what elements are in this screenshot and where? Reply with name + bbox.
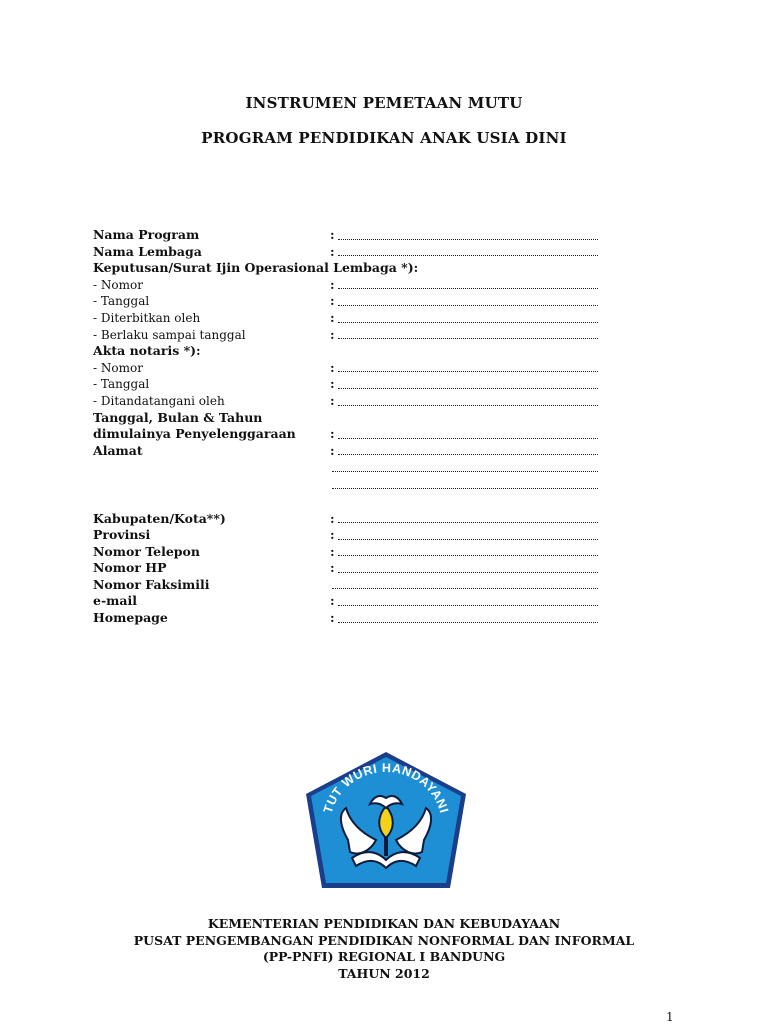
field-colon: :: [330, 243, 335, 259]
dotted-line: [338, 605, 598, 606]
dotted-line: [332, 488, 598, 489]
form-row: [93, 577, 613, 594]
form-blank-field[interactable]: [330, 560, 598, 577]
field-colon: :: [330, 293, 335, 309]
form-row: [93, 544, 613, 561]
form-label: Homepage: [93, 610, 168, 626]
tut-wuri-handayani-logo: [300, 748, 472, 896]
form-row: [93, 610, 613, 627]
form-blank-field[interactable]: [330, 393, 598, 410]
field-colon: :: [330, 610, 335, 626]
dotted-line: [332, 588, 598, 589]
form-label: Provinsi: [93, 527, 151, 543]
form-blank-field[interactable]: [330, 610, 598, 627]
dotted-line: [338, 438, 598, 439]
form-label: Nomor Telepon: [93, 543, 200, 559]
form-label: Alamat: [93, 442, 143, 458]
document-subtitle: PROGRAM PENDIDIKAN ANAK USIA DINI: [201, 129, 567, 147]
form-blank-field[interactable]: [330, 593, 598, 610]
form-label: Tanggal, Bulan & Tahun: [93, 409, 263, 425]
form-label: e-mail: [93, 593, 137, 609]
form-label: - Ditandatangani oleh: [93, 393, 225, 408]
form-row: [93, 593, 613, 610]
dotted-line: [338, 255, 598, 256]
form-row: [93, 426, 613, 443]
form-spacer: [93, 493, 613, 511]
dotted-line: [338, 305, 598, 306]
form-row: [93, 476, 613, 493]
form-blank-field[interactable]: [330, 310, 598, 327]
field-colon: :: [330, 376, 335, 392]
form-row: [93, 327, 613, 344]
footer-region: (PP-PNFI) REGIONAL I BANDUNG: [262, 949, 506, 964]
form-row: [93, 393, 613, 410]
form-row: [93, 360, 613, 377]
form-row: [93, 260, 613, 277]
field-colon: :: [330, 527, 335, 543]
dotted-line: [338, 522, 598, 523]
dotted-line: [338, 539, 598, 540]
form-blank-field[interactable]: [330, 360, 598, 377]
logo-motto: TUT WURI HANDAYANI: [320, 760, 452, 815]
field-colon: :: [330, 227, 335, 242]
footer-year: TAHUN 2012: [338, 965, 430, 981]
form-blank-field[interactable]: [330, 544, 598, 561]
form-blank-field[interactable]: [330, 511, 598, 528]
form-row: [93, 410, 613, 427]
form-row: [93, 277, 613, 294]
field-colon: :: [330, 392, 335, 408]
form-label: - Tanggal: [93, 377, 150, 392]
form-blank-field[interactable]: [330, 277, 598, 294]
form-blank-field[interactable]: [330, 293, 598, 310]
form-label: dimulainya Penyelenggaraan: [93, 426, 296, 442]
identity-form: [93, 227, 613, 627]
form-label: Akta notaris *):: [93, 343, 201, 359]
form-blank-field[interactable]: [330, 577, 598, 594]
field-colon: :: [330, 543, 335, 559]
document-footer: [0, 916, 768, 982]
form-row: [93, 459, 613, 476]
form-label: Nomor HP: [93, 560, 167, 576]
footer-center: PUSAT PENGEMBANGAN PENDIDIKAN NONFORMAL DAN INFORMAL: [133, 932, 635, 948]
form-label: Nomor Faksimili: [93, 576, 210, 592]
dotted-line: [338, 371, 598, 372]
form-row: [93, 376, 613, 393]
field-colon: :: [330, 359, 335, 375]
form-row: [93, 443, 613, 460]
form-row: [93, 244, 613, 261]
form-label: - Diterbitkan oleh: [93, 310, 201, 325]
dotted-line: [338, 338, 598, 339]
dotted-line: [338, 622, 598, 623]
field-colon: :: [330, 560, 335, 576]
form-blank-field[interactable]: [330, 527, 598, 544]
dotted-line: [338, 572, 598, 573]
dotted-line: [332, 471, 598, 472]
page-number: 1: [666, 1010, 674, 1024]
dotted-line: [338, 555, 598, 556]
footer-ministry: KEMENTERIAN PENDIDIKAN DAN KEBUDAYAAN: [207, 916, 561, 931]
dotted-line: [338, 405, 598, 406]
field-colon: :: [330, 510, 335, 526]
dotted-line: [338, 454, 598, 455]
form-label: Keputusan/Surat Ijin Operasional Lembaga *):: [93, 260, 419, 276]
form-row: [93, 310, 613, 327]
dotted-line: [338, 288, 598, 289]
form-row: [93, 511, 613, 528]
form-label: Nama Lembaga: [93, 243, 202, 259]
form-blank-field[interactable]: [330, 426, 598, 443]
form-blank-field[interactable]: [330, 476, 598, 493]
field-colon: :: [330, 276, 335, 292]
field-colon: :: [330, 326, 335, 342]
form-blank-field[interactable]: [330, 327, 598, 344]
form-row: [93, 227, 613, 244]
dotted-line: [338, 388, 598, 389]
form-label: - Berlaku sampai tanggal: [93, 327, 246, 342]
form-blank-field[interactable]: [330, 227, 598, 244]
form-blank-field[interactable]: [330, 443, 598, 460]
form-label: - Tanggal: [93, 294, 150, 309]
form-row: [93, 293, 613, 310]
form-label: Nama Program: [93, 227, 200, 242]
form-label: - Nomor: [93, 277, 143, 292]
form-label: Kabupaten/Kota**): [93, 510, 226, 526]
form-blank-field[interactable]: [330, 459, 598, 476]
form-label: - Nomor: [93, 360, 143, 375]
form-blank-field[interactable]: [330, 244, 598, 261]
field-colon: :: [330, 426, 335, 442]
form-blank-field[interactable]: [330, 376, 598, 393]
field-colon: :: [330, 442, 335, 458]
dotted-line: [338, 322, 598, 323]
field-colon: :: [330, 593, 335, 609]
form-row: [93, 527, 613, 544]
field-colon: :: [330, 309, 335, 325]
form-row: [93, 343, 613, 360]
document-title: INSTRUMEN PEMETAAN MUTU: [245, 94, 523, 112]
form-row: [93, 560, 613, 577]
dotted-line: [338, 239, 598, 240]
